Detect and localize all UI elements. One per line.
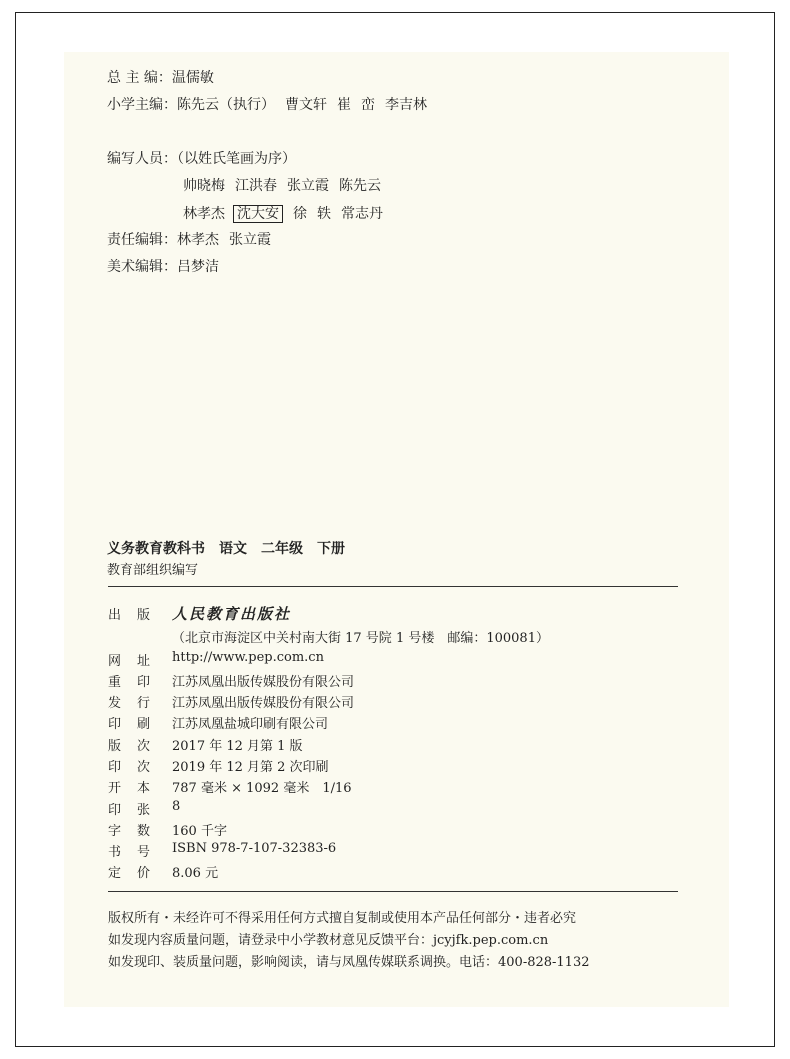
imprint-value-sheets: 8 (172, 799, 181, 814)
divider-top (108, 586, 678, 587)
publisher-label: 出版 (108, 608, 167, 623)
publisher-address: （北京市海淀区中关村南大街 17 号院 1 号楼 邮编：100081） (172, 631, 549, 646)
imprint-value-reprint: 江苏凤凰出版传媒股份有限公司 (172, 675, 355, 690)
imprint-label-isbn: 书号 (108, 845, 167, 860)
imprint-value-format: 787 毫米 × 1092 毫米 1/16 (172, 781, 352, 796)
imprint-label-printing: 印次 (108, 760, 167, 775)
imprint-label-edition: 版次 (108, 739, 167, 754)
imprint-value-price: 8.06 元 (172, 866, 219, 881)
writer-name: 林孝杰 (183, 206, 225, 222)
writer-name: 帅晓梅 (183, 178, 225, 194)
book-compiler: 教育部组织编写 (107, 563, 199, 578)
imprint-value-printer: 江苏凤凰盐城印刷有限公司 (172, 717, 329, 732)
primary-editor-name-1: 陈先云（执行） (177, 97, 275, 113)
imprint-label-printer: 印刷 (108, 717, 167, 732)
chief-editor-label: 总 主 编： (107, 70, 172, 86)
art-editor-name: 吕梦洁 (177, 259, 219, 275)
print-issue-notice: 如发现印、装质量问题，影响阅读，请与凤凰传媒联系调换。电话：400-828-1132 (108, 955, 590, 970)
imprint-value-website: http://www.pep.com.cn (172, 650, 324, 665)
divider-bottom (108, 891, 678, 892)
writers-line (107, 151, 296, 167)
primary-editor-line (107, 97, 437, 113)
imprint-value-printing: 2019 年 12 月第 2 次印刷 (172, 760, 329, 775)
chief-editor-line (107, 70, 214, 86)
imprint-value-edition: 2017 年 12 月第 1 版 (172, 739, 303, 754)
imprint-label-distributor: 发行 (108, 696, 167, 711)
writer-name-boxed: 沈大安 (233, 205, 283, 223)
writer-name: 徐 (293, 206, 307, 222)
imprint-value-distributor: 江苏凤凰出版传媒股份有限公司 (172, 696, 355, 711)
responsible-editor-name: 林孝杰 (177, 232, 219, 248)
writer-name: 轶 (317, 206, 331, 222)
writers-row-1 (183, 178, 391, 194)
writers-note: （以姓氏笔画为序） (177, 151, 296, 167)
imprint-label-wordcount: 字数 (108, 824, 167, 839)
primary-editor-label: 小学主编： (107, 97, 177, 113)
responsible-editor-label: 责任编辑： (107, 232, 177, 248)
responsible-editor-line (107, 232, 281, 248)
writer-name: 江洪春 (235, 178, 277, 194)
primary-editor-name-5: 李吉林 (385, 97, 427, 113)
primary-editor-name-3: 崔 (337, 97, 351, 113)
writer-name: 张立霞 (287, 178, 329, 194)
writer-name: 陈先云 (339, 178, 381, 194)
imprint-value-isbn: ISBN 978-7-107-32383-6 (172, 841, 337, 856)
writers-label: 编写人员： (107, 151, 177, 167)
writer-name: 常志丹 (341, 206, 383, 222)
imprint-label-sheets: 印张 (108, 803, 167, 818)
content-issue-notice: 如发现内容质量问题，请登录中小学教材意见反馈平台：jcyjfk.pep.com.cn (108, 933, 549, 948)
art-editor-label: 美术编辑： (107, 259, 177, 275)
writers-row-2 (183, 205, 393, 223)
primary-editor-name-2: 曹文轩 (285, 97, 327, 113)
book-series-title: 义务教育教科书 语文 二年级 下册 (107, 541, 345, 557)
imprint-value-wordcount: 160 千字 (172, 824, 227, 839)
imprint-label-website: 网址 (108, 654, 167, 669)
art-editor-line (107, 259, 219, 275)
imprint-label-format: 开本 (108, 781, 167, 796)
primary-editor-name-4: 峦 (361, 97, 375, 113)
publisher-logo: 人民教育出版社 (172, 605, 292, 623)
chief-editor-name: 温儒敏 (171, 70, 214, 86)
imprint-label-reprint: 重印 (108, 675, 167, 690)
copyright-notice: 版权所有・未经许可不得采用任何方式擅自复制或使用本产品任何部分・违者必究 (108, 911, 577, 926)
imprint-label-price: 定价 (108, 866, 167, 881)
responsible-editor-name: 张立霞 (229, 232, 271, 248)
